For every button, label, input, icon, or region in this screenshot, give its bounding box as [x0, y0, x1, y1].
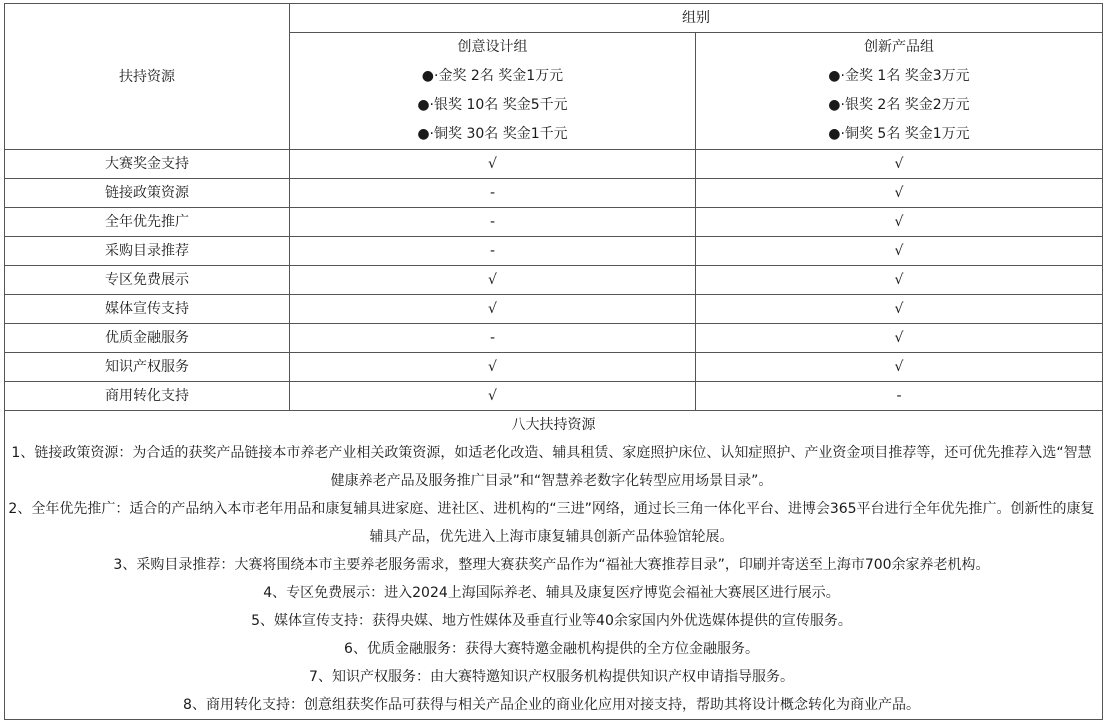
- table-row: [5, 179, 1103, 208]
- notes-cell: [5, 411, 1103, 720]
- resource-cell: 链接政策资源: [5, 179, 290, 208]
- creative-mark: √: [290, 353, 696, 382]
- group-header-label: 组别: [682, 10, 710, 26]
- innovative-mark: √: [696, 179, 1103, 208]
- resources-header-label: 扶持资源: [119, 68, 175, 85]
- table-row: [5, 237, 1103, 266]
- note-item: 3、采购目录推荐：大赛将围绕本市主要养老服务需求，整理大赛获奖产品作为“福祉大赛推荐目录”，印刷并寄送至上海市700余家养老机构。: [113, 557, 990, 573]
- note-item: 7、知识产权服务：由大赛特邀知识产权服务机构提供知识产权申请指导服务。: [309, 669, 794, 685]
- creative-mark: -: [290, 179, 696, 208]
- creative-mark: -: [290, 208, 696, 237]
- resource-cell: 全年优先推广: [5, 208, 290, 237]
- creative-mark: -: [290, 237, 696, 266]
- innovative-mark: √: [696, 324, 1103, 353]
- notes-row: [5, 411, 1103, 720]
- resource-cell: 大赛奖金支持: [5, 150, 290, 179]
- note-item: 4、专区免费展示：进入2024上海国际养老、辅具及康复医疗博览会福祉大赛展区进行展示。: [263, 585, 840, 601]
- group-name-creative: 创意设计组: [457, 39, 528, 55]
- table-row: [5, 266, 1103, 295]
- table-row: [5, 353, 1103, 382]
- innovative-mark: √: [696, 353, 1103, 382]
- award-gold-innovative: ●·金奖 1名 奖金3万元: [828, 68, 970, 84]
- award-bronze-innovative: ●·铜奖 5名 奖金1万元: [828, 126, 970, 142]
- creative-mark: -: [290, 324, 696, 353]
- resource-cell: 专区免费展示: [5, 266, 290, 295]
- note-item: 6、优质金融服务：获得大赛特邀金融机构提供的全方位金融服务。: [344, 641, 759, 657]
- creative-mark: √: [290, 150, 696, 179]
- group-cell-innovative: [696, 33, 1103, 150]
- innovative-mark: √: [696, 237, 1103, 266]
- note-item: 8、商用转化支持：创意组获奖作品可获得与相关产品企业的商业化应用对接支持，帮助其将设计概念转化为商业产品。: [183, 697, 920, 713]
- table-row: [5, 324, 1103, 353]
- innovative-mark: √: [696, 266, 1103, 295]
- group-header-cell: [290, 4, 1103, 33]
- group-cell-creative: [290, 33, 696, 150]
- resource-cell: 商用转化支持: [5, 382, 290, 411]
- group-name-innovative: 创新产品组: [864, 39, 934, 55]
- table-row: [5, 208, 1103, 237]
- table-row: [5, 295, 1103, 324]
- support-resources-table: [4, 3, 1103, 720]
- header-row-group: [5, 4, 1103, 33]
- innovative-mark: -: [696, 382, 1103, 411]
- innovative-mark: √: [696, 150, 1103, 179]
- award-gold-creative: ●·金奖 2名 奖金1万元: [421, 68, 564, 84]
- table-row: [5, 382, 1103, 411]
- resource-cell: 采购目录推荐: [5, 237, 290, 266]
- innovative-mark: √: [696, 208, 1103, 237]
- creative-mark: √: [290, 295, 696, 324]
- award-bronze-creative: ●·铜奖 30名 奖金1千元: [417, 126, 568, 142]
- award-silver-creative: ●·银奖 10名 奖金5千元: [417, 97, 568, 113]
- award-silver-innovative: ●·银奖 2名 奖金2万元: [828, 97, 970, 113]
- table-row: [5, 150, 1103, 179]
- note-item: 1、链接政策资源：为合适的获奖产品链接本市养老产业相关政策资源，如适老化改造、辅具租赁、家庭照护床位、认知症照护、产业资金项目推荐等，还可优先推荐入选“智慧健康养老产品及服务推广目录”和“智慧养老数字化转型应用场景目录”。: [11, 445, 1092, 489]
- note-item: 2、全年优先推广：适合的产品纳入本市老年用品和康复辅具进家庭、进社区、进机构的“三进”网络，通过长三角一体化平台、进博会365平台进行全年优先推广。创新性的康复辅具产品，优先进入上海市康复辅具创新产品体验馆轮展。: [8, 501, 1095, 545]
- resource-cell: 优质金融服务: [5, 324, 290, 353]
- resource-cell: 知识产权服务: [5, 353, 290, 382]
- creative-mark: √: [290, 382, 696, 411]
- note-item: 5、媒体宣传支持：获得央媒、地方性媒体及垂直行业等40余家国内外优选媒体提供的宣传服务。: [251, 613, 852, 629]
- resource-cell: 媒体宣传支持: [5, 295, 290, 324]
- resources-header-cell: [5, 4, 290, 150]
- innovative-mark: √: [696, 295, 1103, 324]
- creative-mark: √: [290, 266, 696, 295]
- notes-title: 八大扶持资源: [511, 417, 596, 433]
